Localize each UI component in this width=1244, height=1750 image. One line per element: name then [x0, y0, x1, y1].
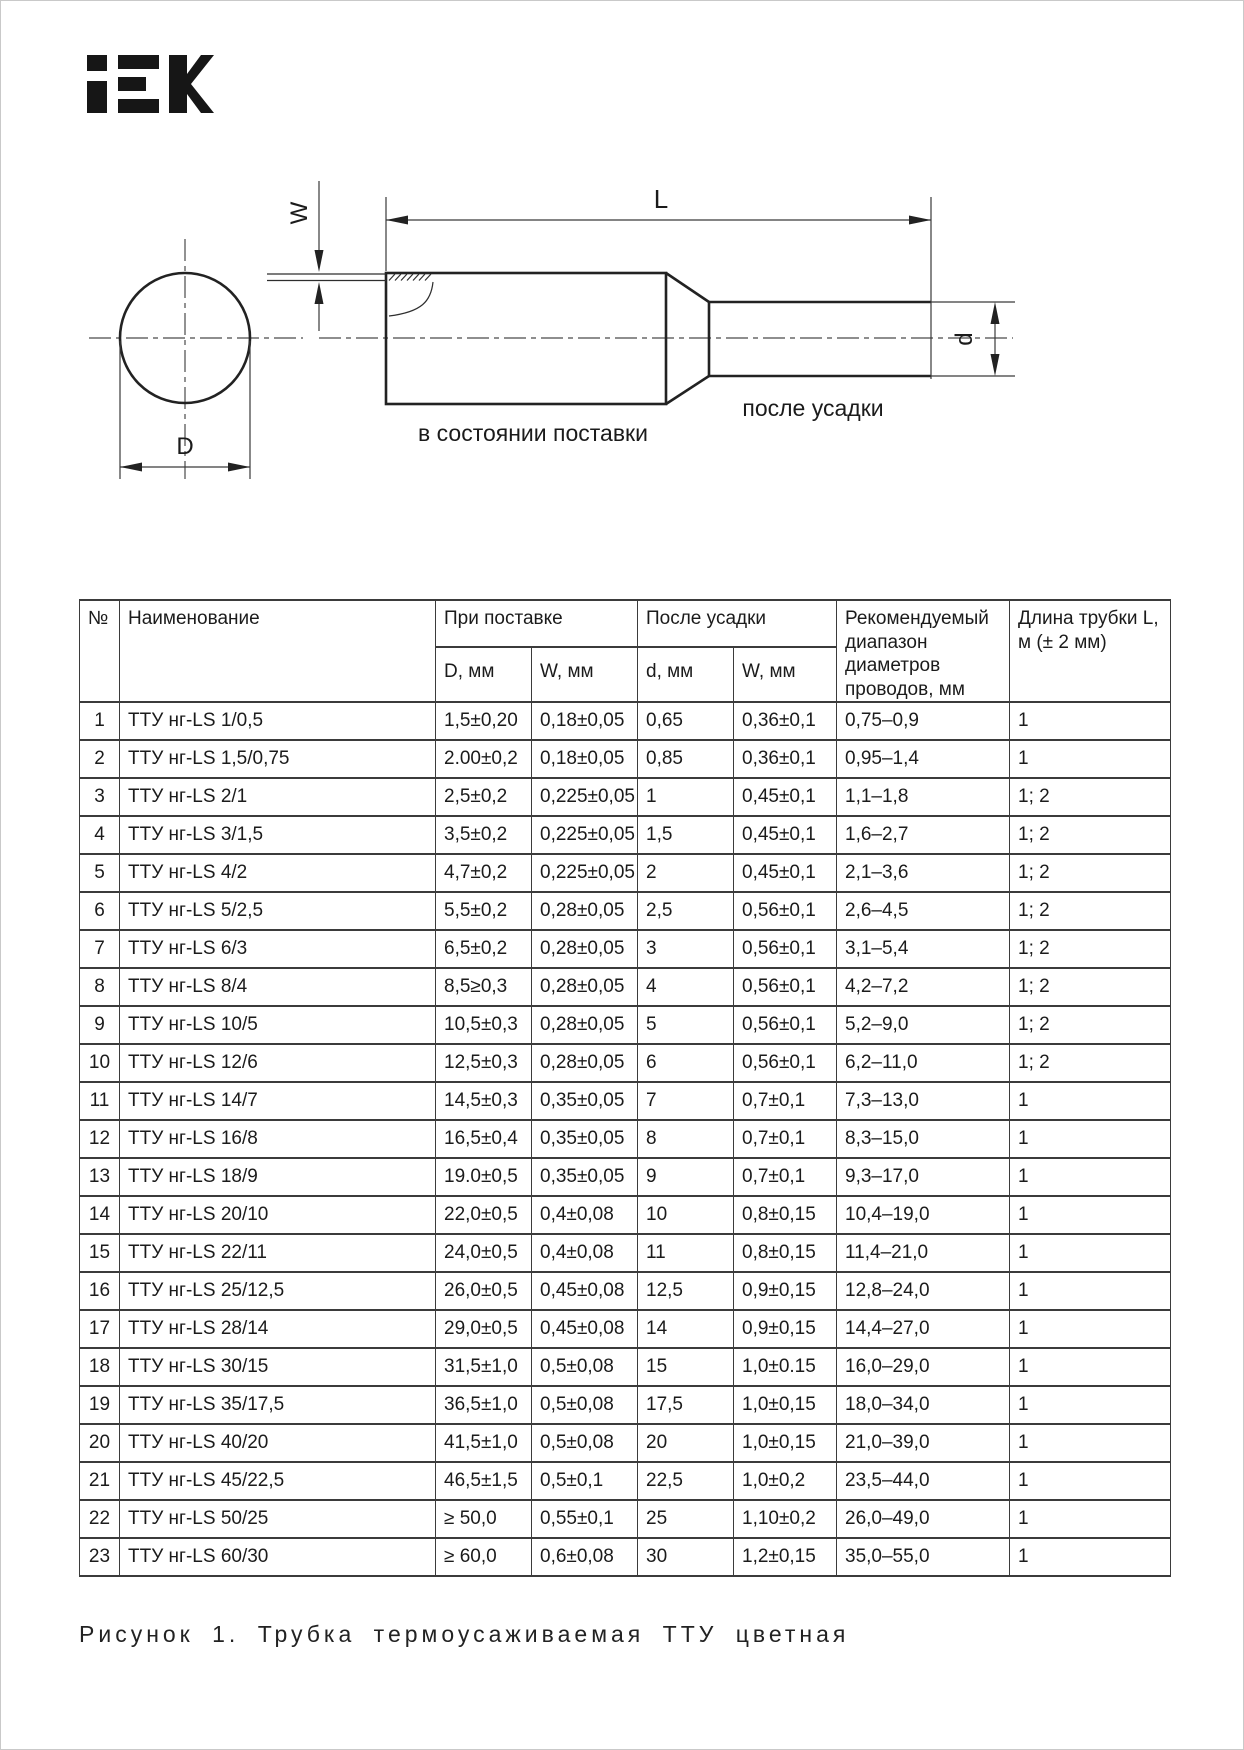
- table-cell: 0,28±0,05: [532, 930, 638, 968]
- table-cell: 0,8±0,15: [734, 1234, 837, 1272]
- table-cell: 0,35±0,05: [532, 1082, 638, 1120]
- table-cell: 1: [1010, 1500, 1171, 1538]
- cell-num: 20: [80, 1424, 120, 1462]
- cell-num: 10: [80, 1044, 120, 1082]
- table-cell: 1,6–2,7: [837, 816, 1010, 854]
- table-cell: 19.0±0,5: [436, 1158, 532, 1196]
- cell-num: 14: [80, 1196, 120, 1234]
- table-cell: ТТУ нг-LS 6/3: [120, 930, 436, 968]
- table-cell: ТТУ нг-LS 60/30: [120, 1538, 436, 1576]
- wall-section: [267, 274, 433, 316]
- table-cell: 0,45±0,1: [734, 854, 837, 892]
- table-cell: 4,7±0,2: [436, 854, 532, 892]
- technical-figure: [1, 1, 1244, 521]
- table-cell: 1,0±0.15: [734, 1348, 837, 1386]
- table-cell: 2,5±0,2: [436, 778, 532, 816]
- table-cell: 10,4–19,0: [837, 1196, 1010, 1234]
- table-cell: 0,56±0,1: [734, 1044, 837, 1082]
- table-row: [80, 1196, 1171, 1234]
- table-row: [80, 1310, 1171, 1348]
- table-cell: 0,5±0,08: [532, 1386, 638, 1424]
- table-cell: ТТУ нг-LS 5/2,5: [120, 892, 436, 930]
- table-cell: 7: [638, 1082, 734, 1120]
- table-cell: 0,45±0,1: [734, 778, 837, 816]
- table-cell: 0,35±0,05: [532, 1158, 638, 1196]
- header-W-after: W, мм: [734, 647, 837, 702]
- table-cell: 0,75–0,9: [837, 702, 1010, 740]
- table-cell: 1: [638, 778, 734, 816]
- cell-num: 4: [80, 816, 120, 854]
- table-cell: 0,4±0,08: [532, 1234, 638, 1272]
- table-cell: 0,7±0,1: [734, 1082, 837, 1120]
- table-cell: 10,5±0,3: [436, 1006, 532, 1044]
- table-cell: 12,8–24,0: [837, 1272, 1010, 1310]
- table-cell: 9,3–17,0: [837, 1158, 1010, 1196]
- table-cell: ТТУ нг-LS 2/1: [120, 778, 436, 816]
- table-cell: ТТУ нг-LS 14/7: [120, 1082, 436, 1120]
- table-cell: 0,56±0,1: [734, 968, 837, 1006]
- table-cell: 0,7±0,1: [734, 1120, 837, 1158]
- table-cell: 1: [1010, 1158, 1171, 1196]
- table-cell: ТТУ нг-LS 4/2: [120, 854, 436, 892]
- table-cell: 29,0±0,5: [436, 1310, 532, 1348]
- table-cell: ≥ 60,0: [436, 1538, 532, 1576]
- table-cell: 1,10±0,2: [734, 1500, 837, 1538]
- cell-num: 8: [80, 968, 120, 1006]
- table-cell: 14,4–27,0: [837, 1310, 1010, 1348]
- table-cell: ТТУ нг-LS 10/5: [120, 1006, 436, 1044]
- table-cell: 16,5±0,4: [436, 1120, 532, 1158]
- table-cell: 0,18±0,05: [532, 702, 638, 740]
- table-cell: 12,5±0,3: [436, 1044, 532, 1082]
- table-cell: 8,3–15,0: [837, 1120, 1010, 1158]
- table-cell: 1: [1010, 702, 1171, 740]
- table-cell: ТТУ нг-LS 45/22,5: [120, 1462, 436, 1500]
- table-cell: 0,56±0,1: [734, 1006, 837, 1044]
- table-cell: 1,0±0,2: [734, 1462, 837, 1500]
- table-cell: 6: [638, 1044, 734, 1082]
- table-cell: 22,0±0,5: [436, 1196, 532, 1234]
- table-row: [80, 1424, 1171, 1462]
- table-cell: 25: [638, 1500, 734, 1538]
- table-header: [80, 600, 1171, 702]
- table-cell: 1; 2: [1010, 778, 1171, 816]
- cell-num: 15: [80, 1234, 120, 1272]
- table-cell: ТТУ нг-LS 22/11: [120, 1234, 436, 1272]
- table-row: [80, 1538, 1171, 1576]
- table-cell: 0,18±0,05: [532, 740, 638, 778]
- table-row: [80, 1158, 1171, 1196]
- table-cell: 0,9±0,15: [734, 1310, 837, 1348]
- table-cell: 0,28±0,05: [532, 968, 638, 1006]
- table-row: [80, 1386, 1171, 1424]
- table-cell: 12,5: [638, 1272, 734, 1310]
- table-cell: 0,225±0,05: [532, 778, 638, 816]
- cell-num: 11: [80, 1082, 120, 1120]
- table-cell: 17,5: [638, 1386, 734, 1424]
- table-cell: 2,5: [638, 892, 734, 930]
- cell-num: 13: [80, 1158, 120, 1196]
- table-cell: 0,5±0,08: [532, 1348, 638, 1386]
- table-cell: 31,5±1,0: [436, 1348, 532, 1386]
- table-cell: 0,45±0,1: [734, 816, 837, 854]
- table-cell: 2: [638, 854, 734, 892]
- table-cell: 0,95–1,4: [837, 740, 1010, 778]
- table-cell: 6,2–11,0: [837, 1044, 1010, 1082]
- table-cell: 1; 2: [1010, 930, 1171, 968]
- table-cell: 5,5±0,2: [436, 892, 532, 930]
- label-d: d: [951, 332, 978, 346]
- table-cell: 3: [638, 930, 734, 968]
- table-cell: 8,5≥0,3: [436, 968, 532, 1006]
- cell-num: 1: [80, 702, 120, 740]
- table-cell: 0,6±0,08: [532, 1538, 638, 1576]
- table-cell: 1: [1010, 1348, 1171, 1386]
- dimension-d: [931, 302, 1015, 376]
- table-cell: 10: [638, 1196, 734, 1234]
- table-cell: 1: [1010, 1462, 1171, 1500]
- spec-table: [79, 599, 1171, 1577]
- table-cell: 3,5±0,2: [436, 816, 532, 854]
- table-row: [80, 1120, 1171, 1158]
- table-cell: 1; 2: [1010, 892, 1171, 930]
- table-cell: 7,3–13,0: [837, 1082, 1010, 1120]
- label-L: L: [653, 184, 669, 214]
- label-D: D: [176, 433, 194, 460]
- table-cell: 0,28±0,05: [532, 1044, 638, 1082]
- table-cell: 30: [638, 1538, 734, 1576]
- table-cell: 1,0±0,15: [734, 1424, 837, 1462]
- table-cell: 35,0–55,0: [837, 1538, 1010, 1576]
- table-row: [80, 1462, 1171, 1500]
- table-cell: 1,5: [638, 816, 734, 854]
- header-group-before: При поставке: [436, 600, 638, 647]
- table-cell: 0,28±0,05: [532, 892, 638, 930]
- cell-num: 6: [80, 892, 120, 930]
- table-cell: 0,4±0,08: [532, 1196, 638, 1234]
- cell-num: 12: [80, 1120, 120, 1158]
- table-row: [80, 1234, 1171, 1272]
- table-cell: 0,35±0,05: [532, 1120, 638, 1158]
- table-cell: 4,2–7,2: [837, 968, 1010, 1006]
- cell-num: 3: [80, 778, 120, 816]
- table-cell: 24,0±0,5: [436, 1234, 532, 1272]
- table-cell: 1: [1010, 1120, 1171, 1158]
- table-body: [80, 702, 1171, 1576]
- table-cell: 1: [1010, 740, 1171, 778]
- table-cell: 1,1–1,8: [837, 778, 1010, 816]
- table-cell: 16,0–29,0: [837, 1348, 1010, 1386]
- table-cell: 1,5±0,20: [436, 702, 532, 740]
- table-cell: 1: [1010, 1538, 1171, 1576]
- table-row: [80, 1348, 1171, 1386]
- table-cell: 20: [638, 1424, 734, 1462]
- dimension-W: [286, 181, 324, 331]
- table-cell: 1: [1010, 1310, 1171, 1348]
- table-cell: 1,2±0,15: [734, 1538, 837, 1576]
- table-cell: ТТУ нг-LS 50/25: [120, 1500, 436, 1538]
- table-row: [80, 740, 1171, 778]
- header-D-before: D, мм: [436, 647, 532, 702]
- table-cell: 11: [638, 1234, 734, 1272]
- table-cell: ТТУ нг-LS 20/10: [120, 1196, 436, 1234]
- cell-num: 9: [80, 1006, 120, 1044]
- table-cell: 1; 2: [1010, 1006, 1171, 1044]
- table-row: [80, 816, 1171, 854]
- table-cell: ТТУ нг-LS 25/12,5: [120, 1272, 436, 1310]
- table-cell: 0,85: [638, 740, 734, 778]
- table-cell: 1: [1010, 1196, 1171, 1234]
- table-cell: 14,5±0,3: [436, 1082, 532, 1120]
- table-cell: 41,5±1,0: [436, 1424, 532, 1462]
- table-cell: 14: [638, 1310, 734, 1348]
- header-length: Длина трубки L, м (± 2 мм): [1010, 600, 1171, 702]
- header-group-after: После усадки: [638, 600, 837, 647]
- cell-num: 17: [80, 1310, 120, 1348]
- table-cell: 0,45±0,08: [532, 1272, 638, 1310]
- caption-after-shrink: после усадки: [742, 395, 884, 421]
- cell-num: 2: [80, 740, 120, 778]
- table-cell: 1; 2: [1010, 816, 1171, 854]
- table-cell: ТТУ нг-LS 18/9: [120, 1158, 436, 1196]
- table-cell: 11,4–21,0: [837, 1234, 1010, 1272]
- dimension-L: [386, 184, 931, 379]
- table-cell: 1: [1010, 1272, 1171, 1310]
- table-cell: ТТУ нг-LS 35/17,5: [120, 1386, 436, 1424]
- cell-num: 23: [80, 1538, 120, 1576]
- header-d-after: d, мм: [638, 647, 734, 702]
- table-cell: 22,5: [638, 1462, 734, 1500]
- table-cell: ТТУ нг-LS 16/8: [120, 1120, 436, 1158]
- table-cell: 36,5±1,0: [436, 1386, 532, 1424]
- table-cell: ТТУ нг-LS 3/1,5: [120, 816, 436, 854]
- header-range: Рекомендуемый диапазон диаметров проводов, мм: [837, 600, 1010, 702]
- table-cell: 2.00±0,2: [436, 740, 532, 778]
- table-row: [80, 1272, 1171, 1310]
- table-cell: ТТУ нг-LS 1,5/0,75: [120, 740, 436, 778]
- table-row: [80, 1082, 1171, 1120]
- table-cell: 1; 2: [1010, 854, 1171, 892]
- table-cell: ТТУ нг-LS 40/20: [120, 1424, 436, 1462]
- table-cell: ТТУ нг-LS 30/15: [120, 1348, 436, 1386]
- table-cell: 1; 2: [1010, 968, 1171, 1006]
- cell-num: 22: [80, 1500, 120, 1538]
- table-cell: 0,36±0,1: [734, 740, 837, 778]
- table-cell: 6,5±0,2: [436, 930, 532, 968]
- table-cell: ТТУ нг-LS 1/0,5: [120, 702, 436, 740]
- caption-as-supplied: в состоянии поставки: [418, 420, 648, 446]
- table-row: [80, 1500, 1171, 1538]
- table-row: [80, 930, 1171, 968]
- table-cell: 0,225±0,05: [532, 816, 638, 854]
- header-num: №: [80, 600, 120, 702]
- table-cell: 1: [1010, 1386, 1171, 1424]
- table-cell: 0,56±0,1: [734, 930, 837, 968]
- table-cell: 18,0–34,0: [837, 1386, 1010, 1424]
- table-cell: 0,36±0,1: [734, 702, 837, 740]
- cell-num: 16: [80, 1272, 120, 1310]
- table-cell: 15: [638, 1348, 734, 1386]
- table-cell: 0,5±0,1: [532, 1462, 638, 1500]
- table-row: [80, 1044, 1171, 1082]
- table-cell: 1; 2: [1010, 1044, 1171, 1082]
- table-cell: 5,2–9,0: [837, 1006, 1010, 1044]
- table-row: [80, 968, 1171, 1006]
- table-cell: 26,0±0,5: [436, 1272, 532, 1310]
- table-cell: ≥ 50,0: [436, 1500, 532, 1538]
- table-cell: 0,225±0,05: [532, 854, 638, 892]
- cell-num: 18: [80, 1348, 120, 1386]
- table-cell: ТТУ нг-LS 28/14: [120, 1310, 436, 1348]
- table-cell: 2,6–4,5: [837, 892, 1010, 930]
- table-cell: 26,0–49,0: [837, 1500, 1010, 1538]
- table-row: [80, 702, 1171, 740]
- cell-num: 21: [80, 1462, 120, 1500]
- table-row: [80, 778, 1171, 816]
- table-cell: 0,28±0,05: [532, 1006, 638, 1044]
- table-cell: 46,5±1,5: [436, 1462, 532, 1500]
- table-row: [80, 1006, 1171, 1044]
- table-cell: 23,5–44,0: [837, 1462, 1010, 1500]
- table-cell: 1: [1010, 1424, 1171, 1462]
- table-cell: 21,0–39,0: [837, 1424, 1010, 1462]
- table-cell: 2,1–3,6: [837, 854, 1010, 892]
- header-name: Наименование: [120, 600, 436, 702]
- iek-logo-icon: [87, 55, 214, 113]
- table-cell: 0,55±0,1: [532, 1500, 638, 1538]
- table-cell: ТТУ нг-LS 12/6: [120, 1044, 436, 1082]
- table-cell: 5: [638, 1006, 734, 1044]
- table-row: [80, 892, 1171, 930]
- cell-num: 5: [80, 854, 120, 892]
- table-cell: 0,8±0,15: [734, 1196, 837, 1234]
- header-W-before: W, мм: [532, 647, 638, 702]
- table-cell: 0,65: [638, 702, 734, 740]
- table-cell: 1: [1010, 1234, 1171, 1272]
- table-cell: 0,5±0,08: [532, 1424, 638, 1462]
- table-cell: 0,56±0,1: [734, 892, 837, 930]
- cell-num: 7: [80, 930, 120, 968]
- table-cell: 1: [1010, 1082, 1171, 1120]
- table-cell: 4: [638, 968, 734, 1006]
- table-cell: 3,1–5,4: [837, 930, 1010, 968]
- cell-num: 19: [80, 1386, 120, 1424]
- table-cell: 9: [638, 1158, 734, 1196]
- table-cell: 1,0±0,15: [734, 1386, 837, 1424]
- table-row: [80, 854, 1171, 892]
- table-cell: 0,9±0,15: [734, 1272, 837, 1310]
- table-cell: ТТУ нг-LS 8/4: [120, 968, 436, 1006]
- table-cell: 8: [638, 1120, 734, 1158]
- table-cell: 0,7±0,1: [734, 1158, 837, 1196]
- label-W: W: [286, 201, 313, 225]
- figure-caption: Рисунок 1. Трубка термоусаживаемая ТТУ цветная: [79, 1621, 850, 1647]
- table-cell: 0,45±0,08: [532, 1310, 638, 1348]
